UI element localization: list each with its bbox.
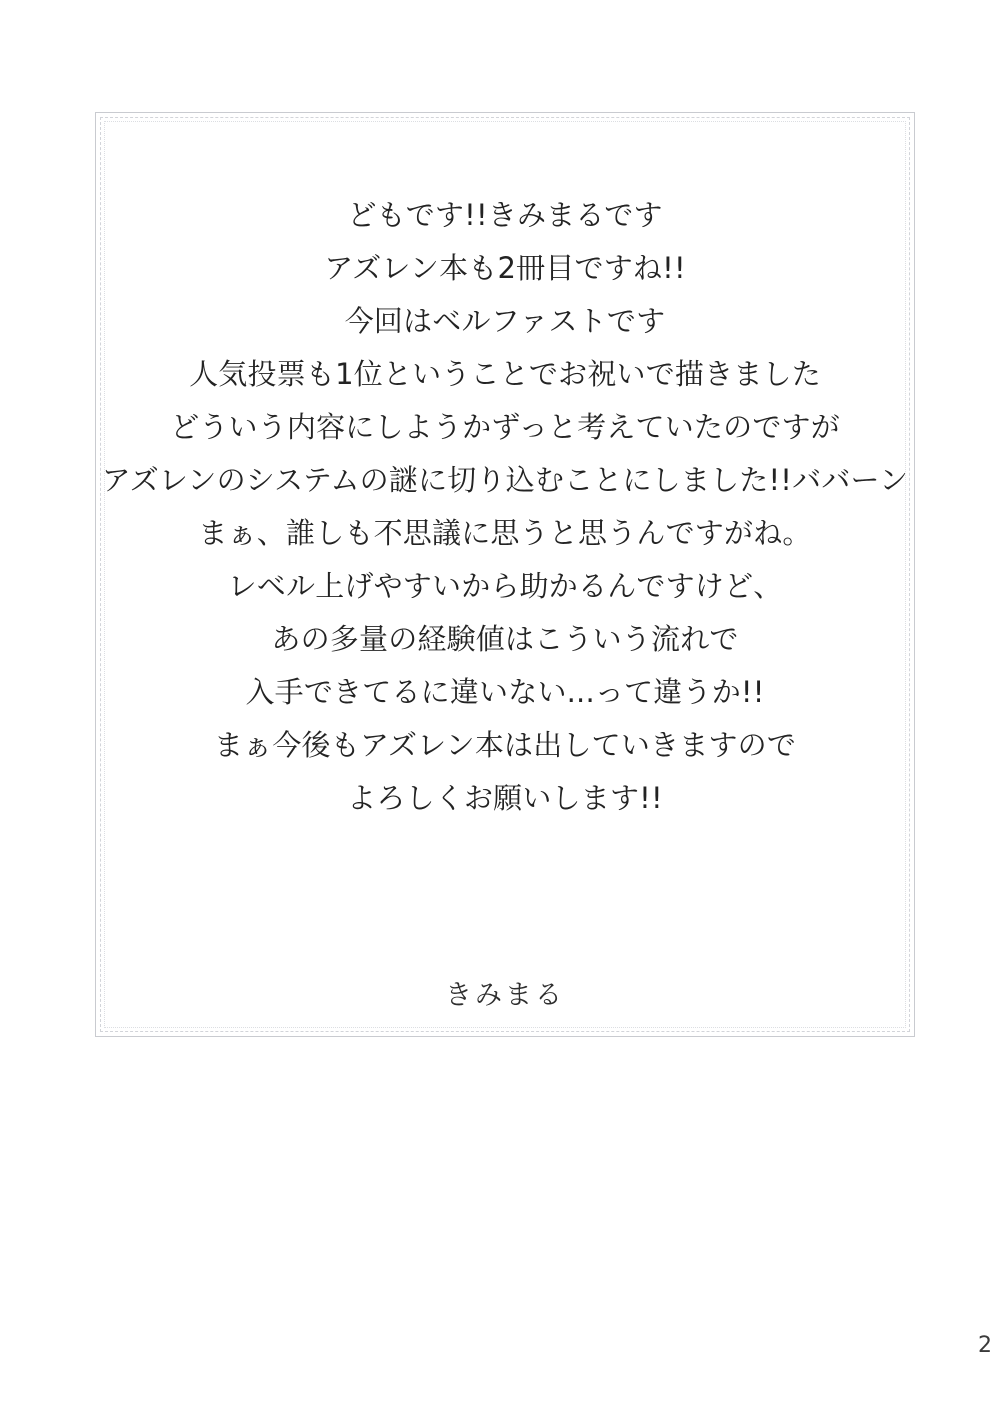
afterword-frame (95, 112, 915, 1037)
page-number: 2 (978, 1333, 992, 1358)
afterword-line: まぁ今後もアズレン本は出していきますので (213, 728, 797, 762)
afterword-line: あの多量の経験値はこういう流れで (271, 622, 739, 656)
afterword-line: 今回はベルファストです (344, 304, 666, 338)
afterword-line: どもです!!きみまるです (347, 198, 663, 232)
afterword-line: 人気投票も1位ということでお祝いで描きました (189, 357, 821, 391)
afterword-line: レベル上げやすいから助かるんですけど、 (227, 569, 783, 603)
afterword-line: どういう内容にしようかずっと考えていたのですが (170, 410, 840, 444)
afterword-line: まぁ、誰しも不思議に思うと思うんですがね。 (198, 516, 812, 550)
afterword-line: よろしくお願いします!! (347, 781, 663, 815)
afterword-line: 入手できてるに違いない...って違うか!! (245, 675, 765, 709)
author-signature: きみまる (445, 980, 565, 1011)
afterword-line: アズレンのシステムの謎に切り込むことにしました!!ババーン (101, 463, 909, 497)
afterword-line: アズレン本も2冊目ですね!! (324, 251, 686, 285)
afterword-text-block (96, 189, 914, 825)
